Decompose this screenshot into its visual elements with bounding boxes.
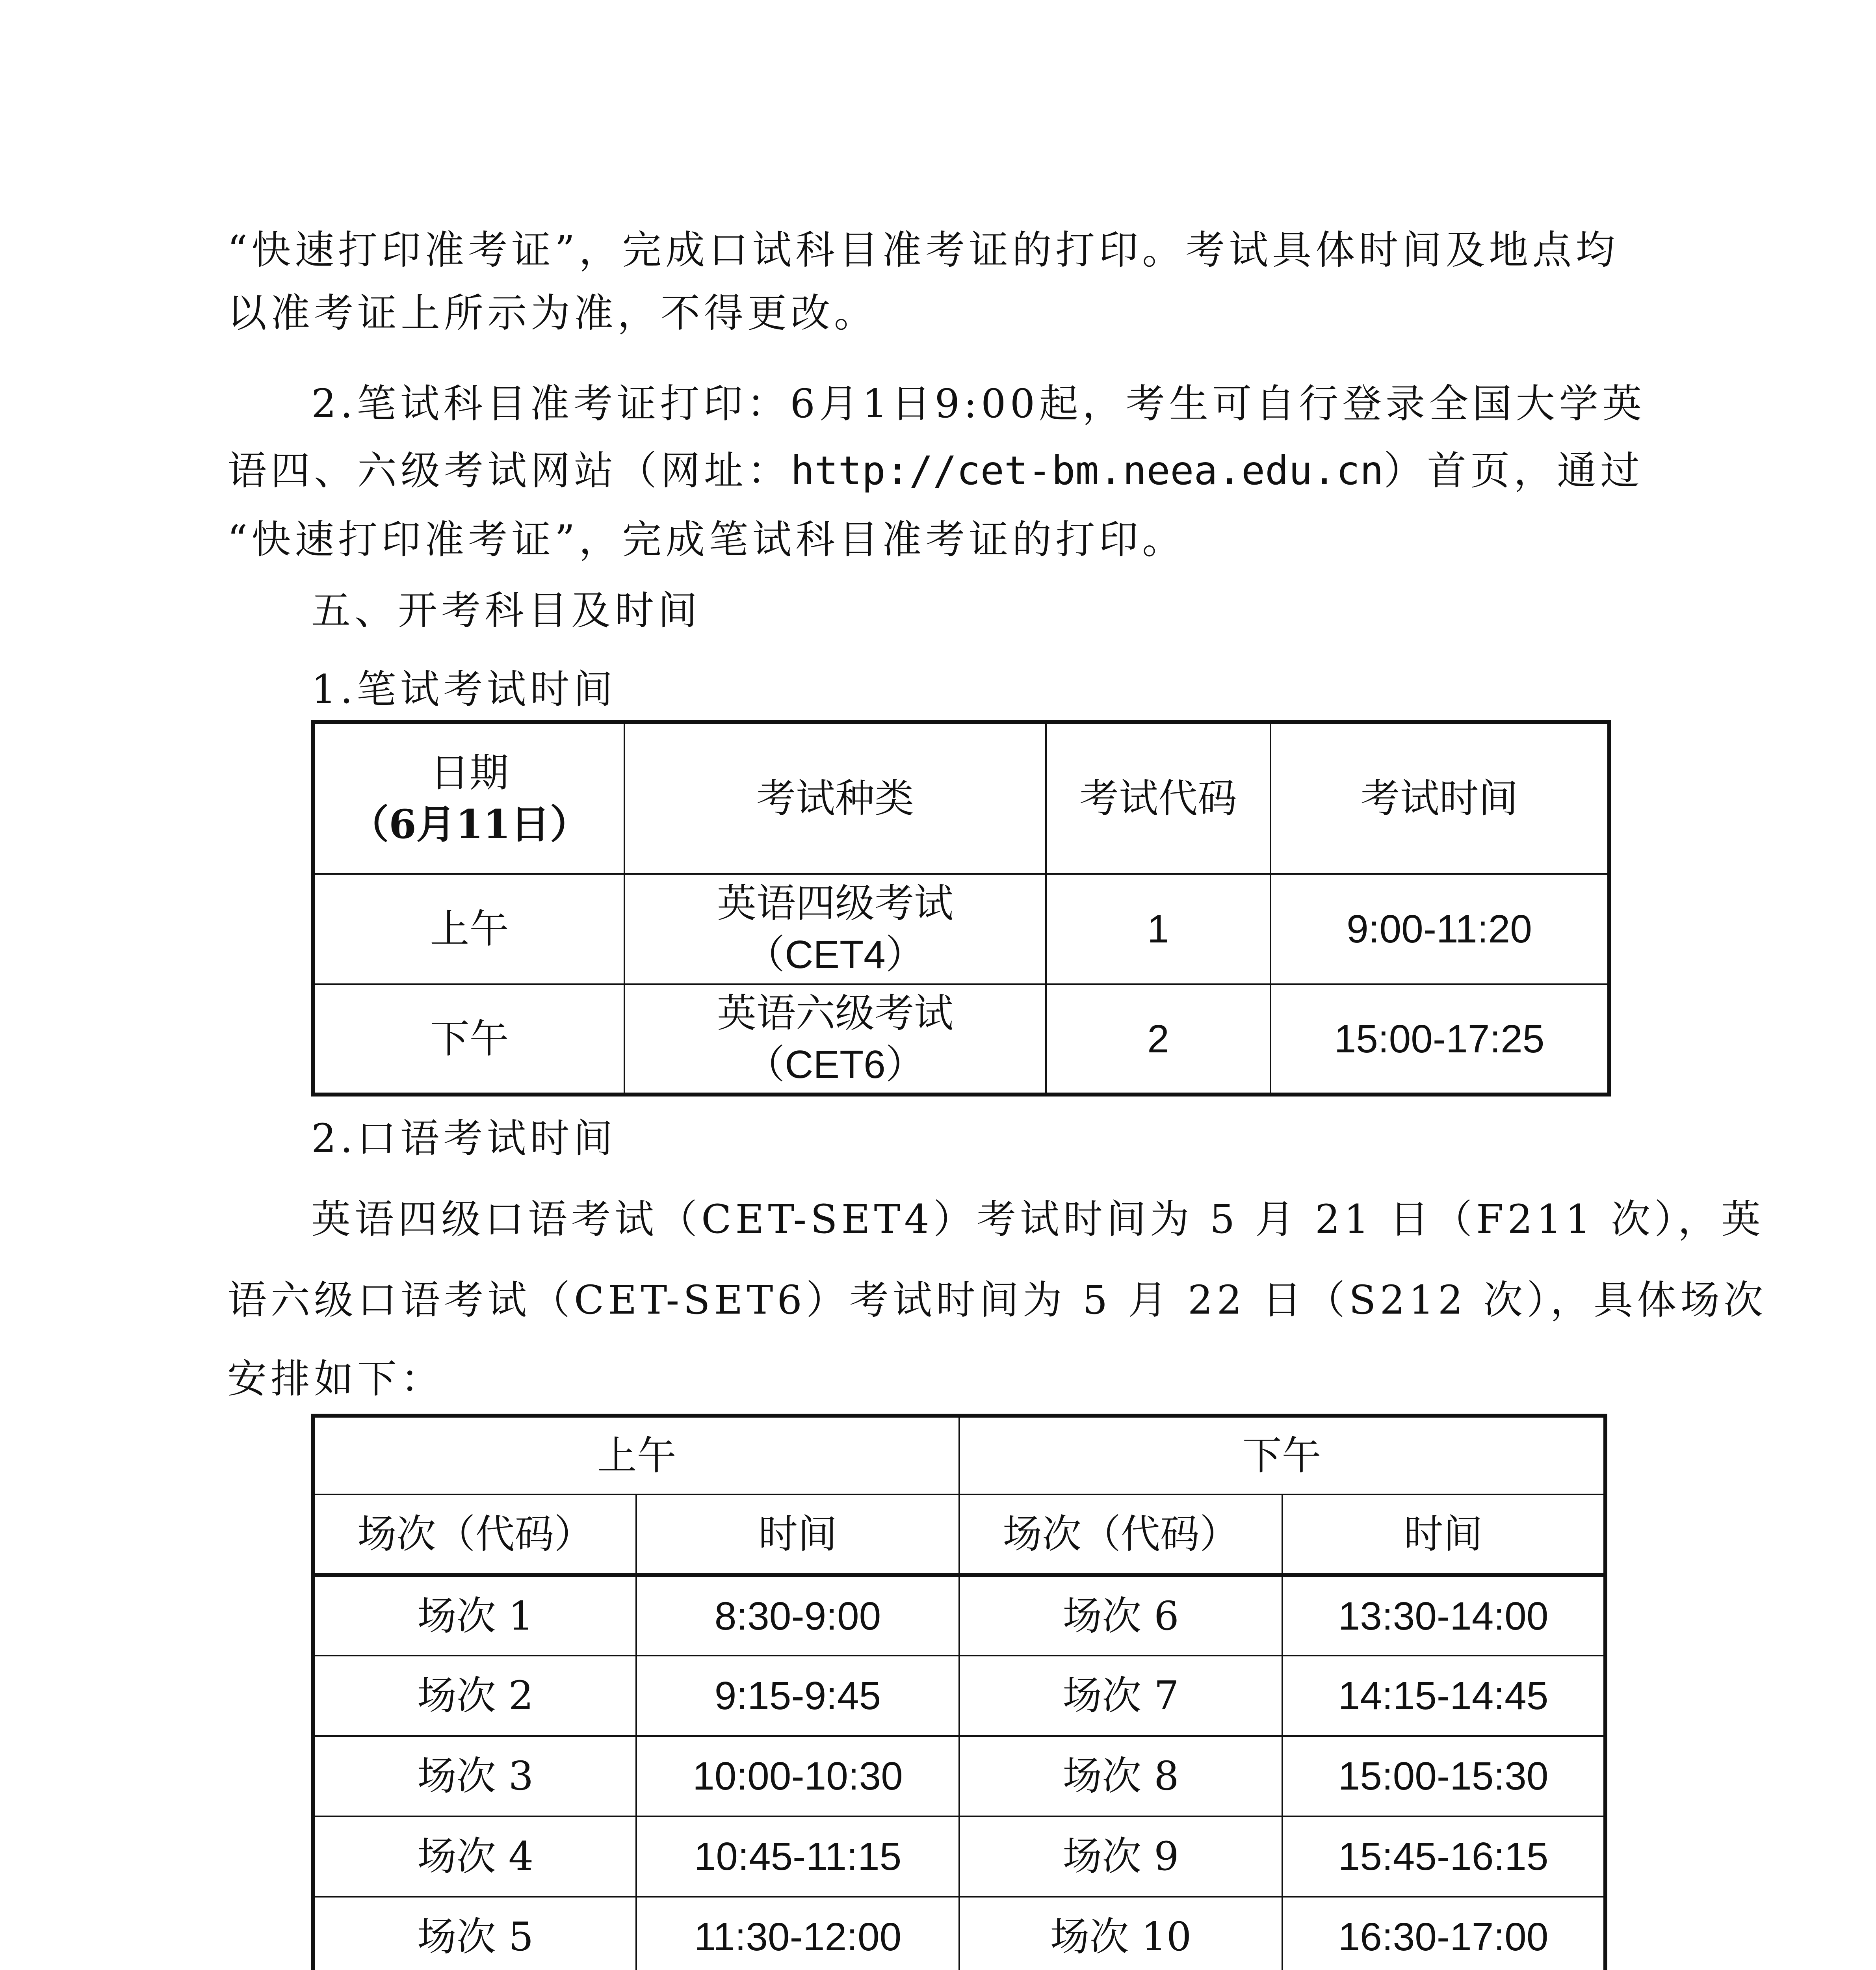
paragraph-text: ）首页，通过 <box>1384 448 1644 494</box>
table-cell: 10:45-11:15 <box>636 1816 959 1897</box>
table-cell: 10:00-10:30 <box>636 1736 959 1816</box>
paragraph-line: 英语四级口语考试（CET-SET4）考试时间为 5 月 21 日（F211 次），英 <box>311 1196 1765 1242</box>
subsection-heading: 1.笔试考试时间 <box>311 666 617 712</box>
paragraph-line: “快速打印准考证”，完成口试科目准考证的打印。考试具体时间及地点均 <box>227 227 1619 273</box>
table-header-cell: 上午 <box>313 1416 959 1494</box>
table-cell: 15:00-17:25 <box>1270 984 1609 1095</box>
table-row <box>313 1656 1605 1736</box>
table-cell: 场次 2 <box>313 1656 636 1736</box>
exam-type-name: 英语六级考试 <box>717 990 953 1036</box>
table-header-cell: 下午 <box>959 1416 1605 1494</box>
table-cell: 9:15-9:45 <box>636 1656 959 1736</box>
table-cell: 场次 3 <box>313 1736 636 1816</box>
table-row <box>313 1575 1605 1656</box>
table-header-cell: 时间 <box>1282 1494 1605 1575</box>
table-header-cell: 场次（代码） <box>313 1494 636 1575</box>
header-date-value: （6月11日） <box>349 801 589 847</box>
table-cell: 15:00-15:30 <box>1282 1736 1605 1816</box>
table-row <box>313 984 1609 1095</box>
table-cell: 13:30-14:00 <box>1282 1575 1605 1656</box>
table-cell <box>624 984 1046 1095</box>
table-cell: 场次 6 <box>959 1575 1282 1656</box>
table-row <box>313 1816 1605 1897</box>
table-cell <box>624 874 1046 984</box>
table-header-cell: 考试时间 <box>1270 722 1609 874</box>
table-header-cell: 考试代码 <box>1046 722 1270 874</box>
table-header-row <box>313 1494 1605 1575</box>
table-cell: 上午 <box>313 874 624 984</box>
paragraph-text: 语四、六级考试网站（网址： <box>227 448 791 494</box>
paragraph-line <box>227 443 1644 498</box>
exam-type-name: 英语四级考试 <box>717 880 953 926</box>
table-row <box>313 1736 1605 1816</box>
table-cell: 场次 4 <box>313 1816 636 1897</box>
table-cell: 1 <box>1046 874 1270 984</box>
table-cell: 场次 10 <box>959 1897 1282 1970</box>
table-header-cell: 场次（代码） <box>959 1494 1282 1575</box>
table-row <box>313 1897 1605 1970</box>
header-date-label: 日期 <box>430 750 509 796</box>
paragraph-line: 以准考证上所示为准，不得更改。 <box>227 290 877 336</box>
paragraph-line: 安排如下： <box>227 1356 444 1402</box>
website-url: http://cet-bm.neea.edu.cn <box>791 448 1384 494</box>
table-row <box>313 874 1609 984</box>
table-cell: 8:30-9:00 <box>636 1575 959 1656</box>
exam-type-code: （CET4） <box>745 933 925 977</box>
table-header-cell: 时间 <box>636 1494 959 1575</box>
table-cell: 11:30-12:00 <box>636 1897 959 1970</box>
table-cell: 9:00-11:20 <box>1270 874 1609 984</box>
table-cell: 场次 8 <box>959 1736 1282 1816</box>
exam-type-code: （CET6） <box>745 1042 925 1087</box>
table-header-cell: 考试种类 <box>624 722 1046 874</box>
table-cell: 场次 7 <box>959 1656 1282 1736</box>
oral-exam-table <box>311 1414 1607 1970</box>
table-cell: 16:30-17:00 <box>1282 1897 1605 1970</box>
table-header-cell <box>313 722 624 874</box>
written-exam-table <box>311 720 1611 1097</box>
table-header-row <box>313 1416 1605 1494</box>
table-header-row <box>313 722 1609 874</box>
paragraph-line: “快速打印准考证”，完成笔试科目准考证的打印。 <box>227 517 1186 563</box>
table-cell: 场次 9 <box>959 1816 1282 1897</box>
paragraph-line: 语六级口语考试（CET-SET6）考试时间为 5 月 22 日（S212 次），具体场次 <box>227 1277 1767 1323</box>
table-cell: 场次 1 <box>313 1575 636 1656</box>
paragraph-line: 2.笔试科目准考证打印：6月1日9:00起，考生可自行登录全国大学英 <box>311 381 1646 427</box>
table-cell: 场次 5 <box>313 1897 636 1970</box>
table-cell: 14:15-14:45 <box>1282 1656 1605 1736</box>
section-heading: 五、开考科目及时间 <box>311 587 701 634</box>
table-cell: 15:45-16:15 <box>1282 1816 1605 1897</box>
table-cell: 2 <box>1046 984 1270 1095</box>
table-cell: 下午 <box>313 984 624 1095</box>
subsection-heading: 2.口语考试时间 <box>311 1115 617 1162</box>
